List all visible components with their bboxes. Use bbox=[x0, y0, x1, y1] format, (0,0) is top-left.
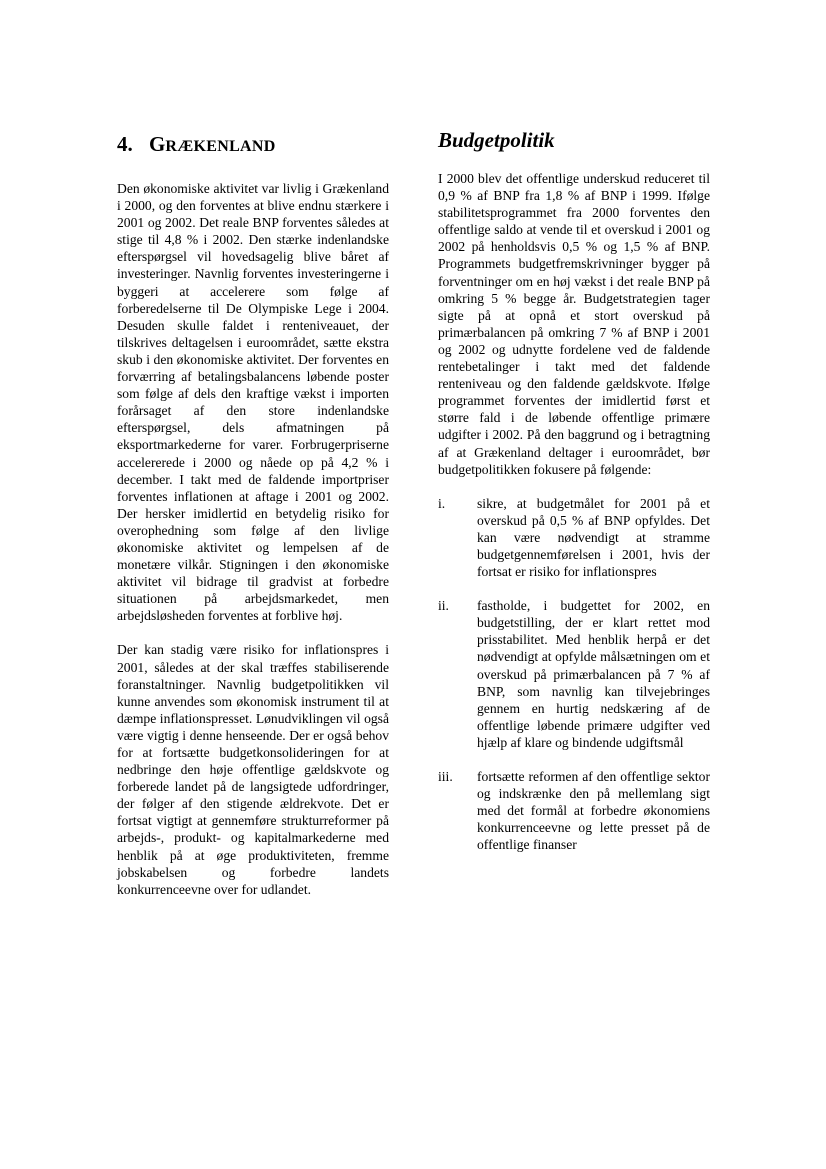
left-column bbox=[117, 130, 389, 898]
list-item bbox=[438, 768, 710, 853]
list-item-text: fastholde, i budgettet for 2002, en budgetstilling, der er klart rettet mod prisstabilitet. Med henblik herpå er det nødvendigt at opfylde målsætningen om et overskud på primærbalancen på 7 % af BNP, som navnlig kan tilvejebringes gennem en hurtig nedskæring af de offentlige løbende primære udgifter ved hjælp af klare og bindende udgiftsmål bbox=[477, 598, 710, 750]
list-marker: iii. bbox=[438, 769, 453, 784]
subsection-heading: Budgetpolitik bbox=[438, 128, 555, 152]
list-marker: ii. bbox=[438, 598, 449, 614]
recommendation-list bbox=[438, 495, 710, 854]
list-item bbox=[438, 495, 710, 580]
section-number: 4. bbox=[117, 132, 133, 156]
economic-outlook-paragraph: Den økonomiske aktivitet var livlig i Grækenland i 2000, og den forventes at blive endnu stærkere i 2001 og 2002. Det reale BNP forventes således at stige til 4,8 % i 2002. Den stærke indenlandske efterspørgsel vil hovedsagelig blive båret af investeringer. Navnlig forventes investeringerne i byggeri at accelerere som følge af forberedelserne til De Olympiske Lege i 2004. Desuden skulle faldet i renteniveauet, der tilskrives deltagelsen i euroområdet, sætte ekstra skub i den økonomiske aktivitet. Der forventes en forværring af betalingsbalancens løbende poster som følge af dels den kraftige vækst i importen forårsaget af den store indenlandske efterspørgsel, dels afmatningen på eksportmarkederne for varer. Forbrugerpriserne accelererede i 2000 og nåede op på 4,2 % i december. I takt med de faldende importpriser forventes inflationen at aftage i 2001 og 2002. Der hersker imidlertid en betydelig risiko for overophedning som følge af den livlige økonomiske aktivitet og lempelsen af de monetære vilkår. Stigningen i den økonomiske aktivitet vil bidrage til gradvist at forbedre situationen på arbejdsmarkedet, men arbejdsløsheden forventes at forblive høj. bbox=[117, 181, 389, 624]
inflation-risk-paragraph: Der kan stadig være risiko for inflationspres i 2001, således at der skal træffes stabiliserende foranstaltninger. Navnlig budgetpolitikken vil kunne anvendes som økonomisk instrument til at dæmpe inflationspresset. Lønudviklingen vil også være vigtig i denne henseende. Der er også behov for at fortsætte budgetkonsolideringen for at nedbringe den høje offentlige gældskvote og forberede landet på de langsigtede udfordringer, der følger af den stigende ældrekvote. Det er fortsat vigtigt at gennemføre strukturreformer på arbejds-, produkt- og kapitalmarkederne med henblik på at øge produktiviteten, fremme jobskabelsen og forbedre landets konkurrenceevne over for udlandet. bbox=[117, 642, 389, 897]
budget-intro-paragraph: I 2000 blev det offentlige underskud reduceret til 0,9 % af BNP fra 1,8 % af BNP i 1999. Ifølge stabilitetsprogrammet fra 2000 forventes den offentlige saldo at vende til et overskud i 2001 og 2002 på henholdsvis 0,5 % og 1,5 % af BNP. Programmets budgetfremskrivninger bygger på forventninger om en høj vækst i det reale BNP på omkring 5 % begge år. Budgetstrategien tager sigte på at opnå et stort overskud på primærbalancen på omkring 7 % af BNP i 2001 og 2002 og udnytte fordelene ved de faldende rentebetalinger i takt med det faldende renteniveau og den faldende gældskvote. Ifølge programmet forventes der imidlertid først et større fald i de løbende offentlige primære udgifter i 2002. På den baggrund og i betragtning af at Grækenland deltager i euroområdet, bør budgetpolitikken fokusere på følgende: bbox=[438, 171, 710, 477]
section-heading bbox=[117, 130, 389, 158]
right-column bbox=[438, 130, 710, 870]
list-item-text: fortsætte reformen af den offentlige sektor og indskrænke den på mellemlang sigt med det formål at forbedre økonomiens konkurrenceevne og lette presset på de offentlige finanser bbox=[477, 769, 710, 853]
section-title-rest: RÆKENLAND bbox=[165, 138, 276, 155]
section-title-initial: G bbox=[149, 132, 166, 156]
list-item-text: sikre, at budgetmålet for 2001 på et overskud på 0,5 % af BNP opfyldes. Det kan være nødvendigt at stramme budgetgennemførelsen i 2001, hvis der fortsat er risiko for inflationspres bbox=[477, 495, 710, 580]
list-item bbox=[438, 597, 710, 751]
list-marker: i. bbox=[438, 495, 446, 511]
